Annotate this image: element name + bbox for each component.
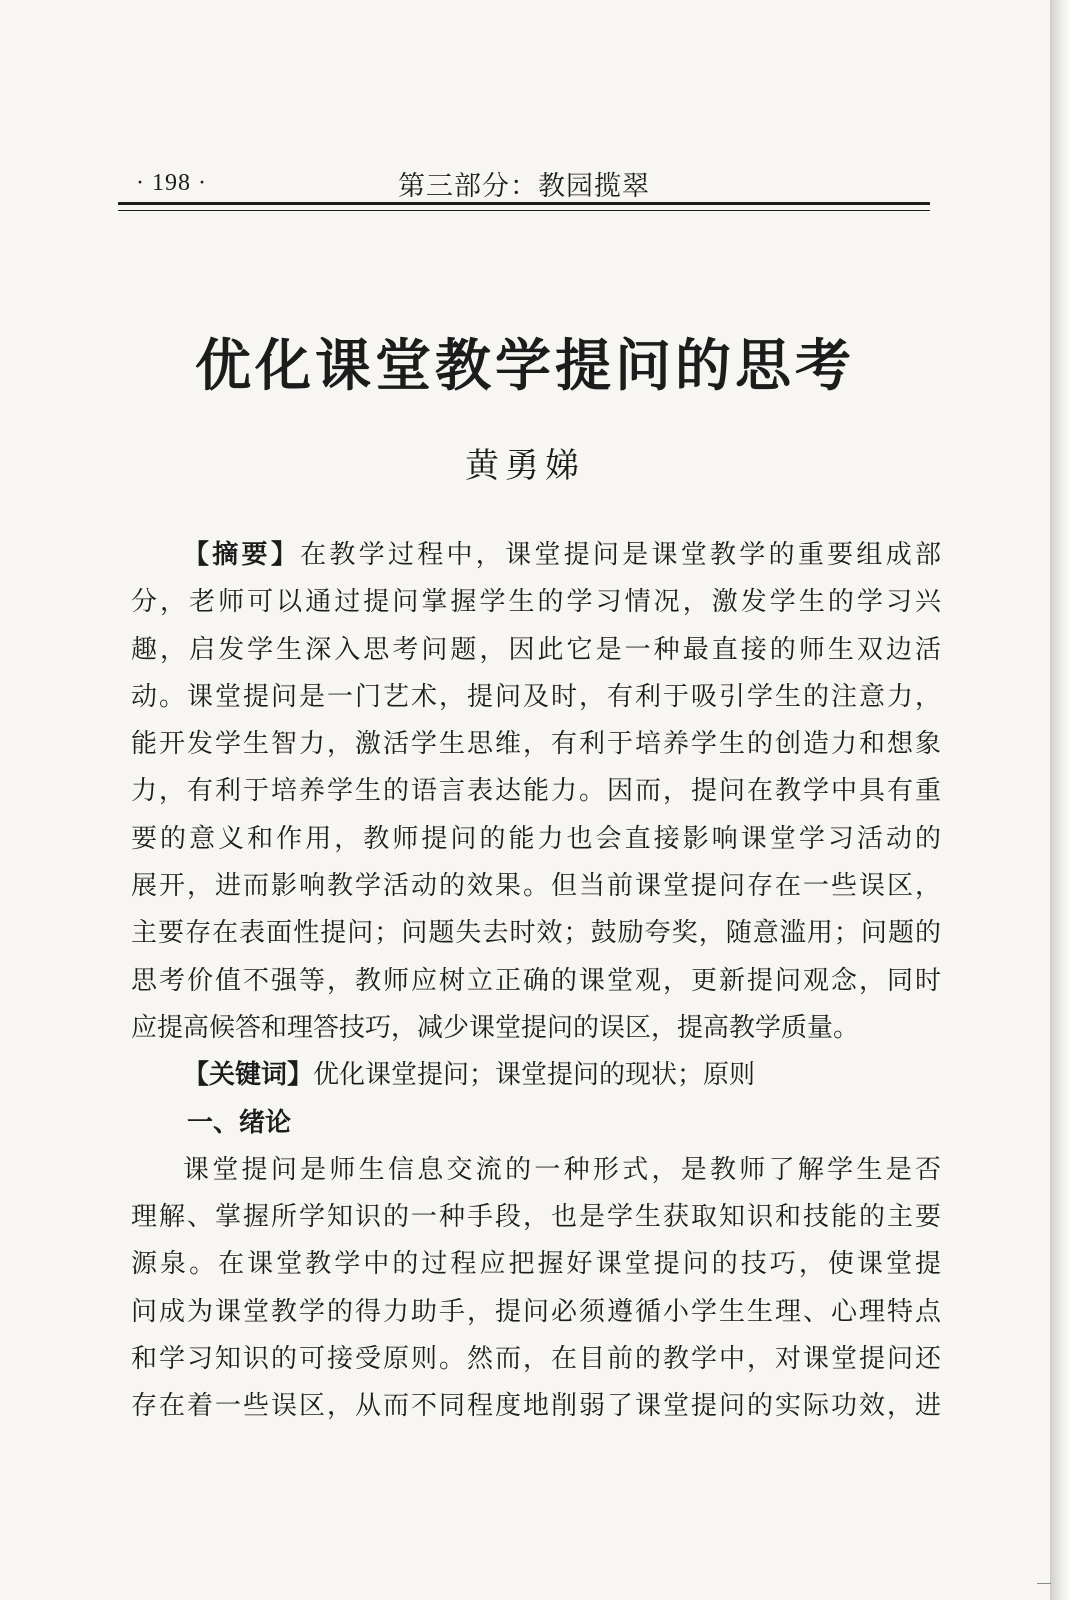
running-header [118,160,928,200]
page-number: · 198 · [136,170,207,196]
abstract-line: 应提高候答和理答技巧，减少课堂提问的误区，提高教学质量。 [131,1012,860,1043]
abstract-line: 趣，启发学生深入思考问题，因此它是一种最直接的师生双边活 [131,634,941,665]
keywords-line [131,1052,941,1099]
paragraph-line: 问成为课堂教学的得力助手，提问必须遵循小学生生理、心理特点 [131,1296,941,1327]
abstract-label: 【摘要】 [183,540,301,570]
scan-page-edge [1050,0,1071,1600]
paragraph-line: 和学习知识的可接受原则。然而，在目前的教学中，对课堂提问还 [131,1344,941,1375]
abstract-line: 展开，进而影响教学活动的效果。但当前课堂提问存在一些误区， [131,871,941,902]
paragraph-line: 课堂提问是师生信息交流的一种形式，是教师了解学生是否 [183,1154,941,1185]
paragraph-line: 存在着一些误区，从而不同程度地削弱了课堂提问的实际功效，进 [131,1391,941,1422]
scan-speck [1037,1583,1051,1584]
article-body [131,532,941,1431]
header-rule-thick [118,202,930,205]
keywords-text: 优化课堂提问；课堂提问的现状；原则 [313,1060,756,1091]
abstract-text: 在教学过程中，课堂提问是课堂教学的重要组成部 [300,540,941,570]
header-rule-thin [118,210,930,211]
abstract-line [131,532,941,579]
abstract-line: 分，老师可以通过提问掌握学生的学习情况，激发学生的学习兴 [131,587,941,618]
abstract-line: 要的意义和作用，教师提问的能力也会直接影响课堂学习活动的 [131,823,941,854]
section-heading: 一、绪论 [187,1107,292,1138]
keywords-label: 【关键词】 [183,1060,314,1091]
abstract-line: 思考价值不强等，教师应树立正确的课堂观，更新提问观念，同时 [131,965,941,996]
article-author: 黄勇娣 [465,446,585,486]
paragraph-line: 理解、掌握所学知识的一种手段，也是学生获取知识和技能的主要 [131,1202,941,1233]
abstract-line: 能开发学生智力，激活学生思维，有利于培养学生的创造力和想象 [131,729,941,760]
abstract-line: 力，有利于培养学生的语言表达能力。因而，提问在教学中具有重 [131,776,941,807]
paragraph-line: 源泉。在课堂教学中的过程应把握好课堂提问的技巧，使课堂提 [131,1249,941,1280]
abstract-line: 动。课堂提问是一门艺术，提问及时，有利于吸引学生的注意力， [131,681,941,712]
article-title: 优化课堂教学提问的思考 [195,333,855,399]
abstract-line: 主要存在表面性提问；问题失去时效；鼓励夸奖，随意滥用；问题的 [131,918,941,949]
section-title: 第三部分：教园揽翠 [398,171,650,202]
